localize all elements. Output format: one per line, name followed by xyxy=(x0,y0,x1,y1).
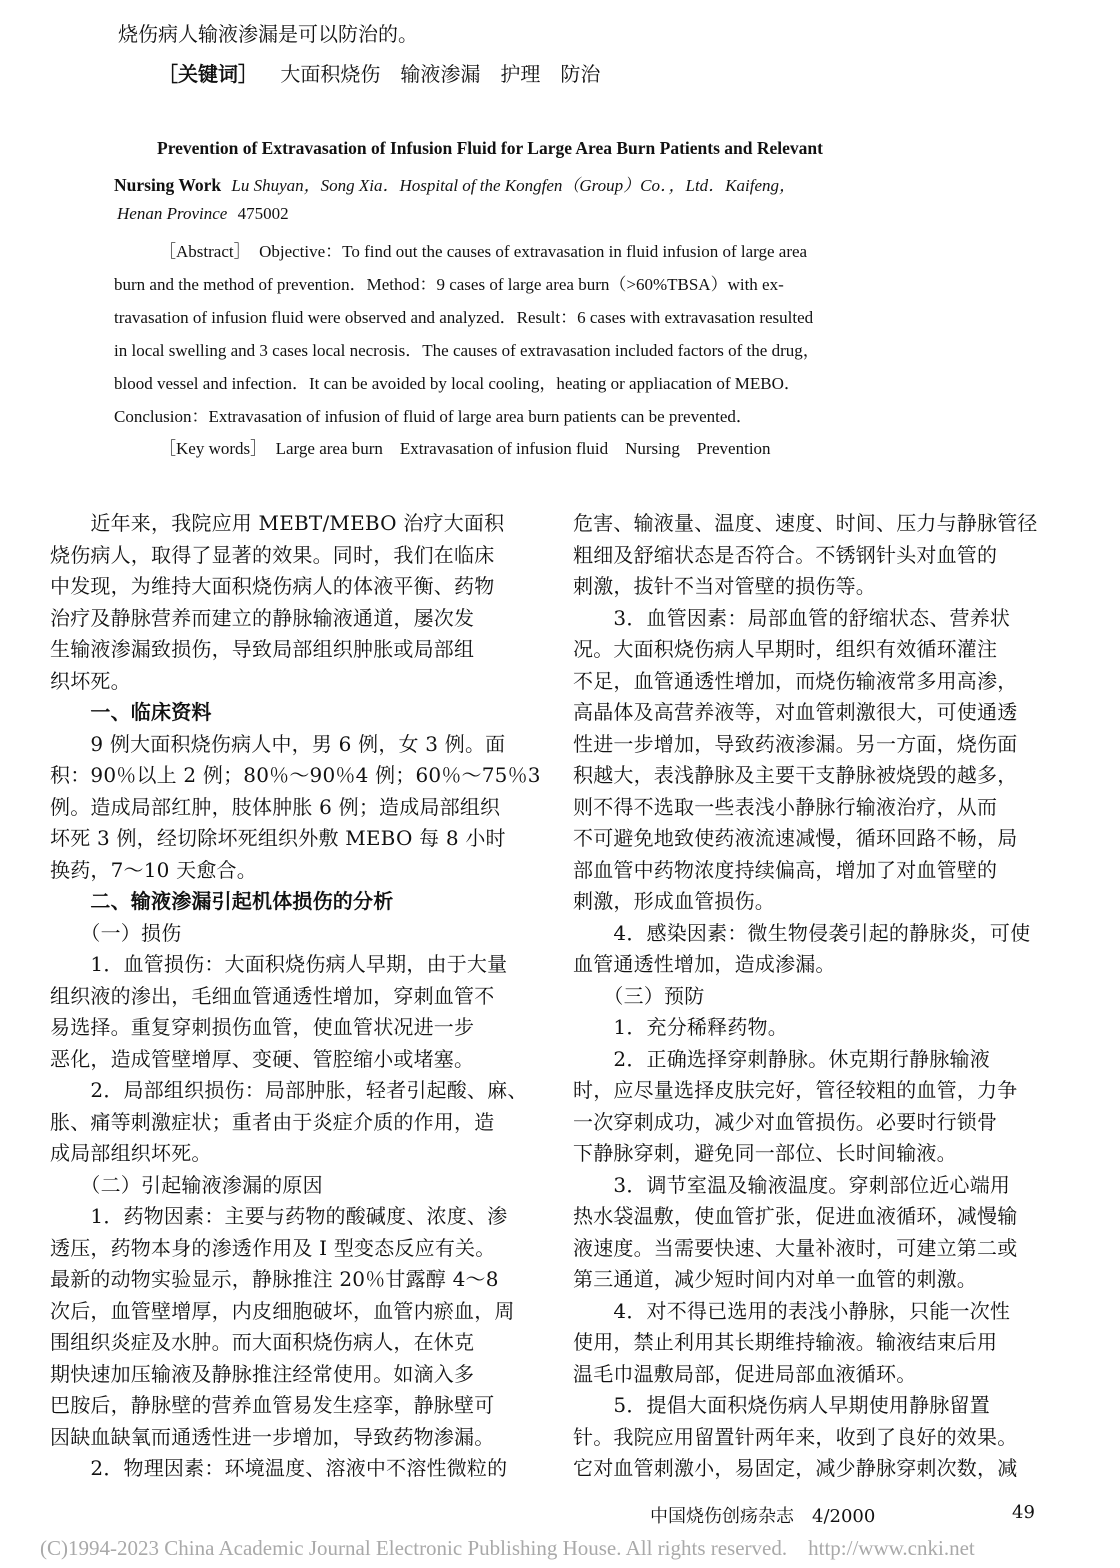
cn-keywords-row xyxy=(158,58,600,87)
body-line: 刺激，形成血管损伤。 xyxy=(573,889,775,913)
body-line: 例。造成局部红肿，肢体肿胀 6 例；造成局部组织 xyxy=(50,794,501,819)
body-line: 胀、痛等刺激症状；重者由于炎症介质的作用，造 xyxy=(50,1109,495,1134)
body-line: 使用，禁止利用其长期维持输液。输液结束后用 xyxy=(573,1330,998,1354)
abstract-line-5: blood vessel and infection．It can be avoided by local cooling，heating or appliacation of MEBO． xyxy=(114,374,801,393)
body-line: 粗细及舒缩状态是否符合。不锈钢针头对血管的 xyxy=(573,542,998,567)
body-line: 1．血管损伤：大面积烧伤病人早期，由于大量 xyxy=(50,952,508,976)
body-line: 不可避免地致使药液流速减慢，循环回路不畅，局 xyxy=(573,826,1018,850)
body-line: 2．物理因素：环境温度、溶液中不溶性微粒的 xyxy=(50,1456,508,1480)
body-line: 液速度。当需要快速、大量补液时，可建立第二或 xyxy=(573,1235,1018,1260)
body-line: 坏死 3 例，经切除坏死组织外敷 MEBO 每 8 小时 xyxy=(50,826,506,850)
cn-keywords-label: ［关键词］ xyxy=(158,62,258,86)
body-line: 它对血管刺激小，易固定，减少静脉穿刺次数，减 xyxy=(573,1456,1018,1480)
body-line: 不足，血管通透性增加，而烧伤输液常多用高渗， xyxy=(573,668,1018,693)
body-line: 况。大面积烧伤病人早期时，组织有效循环灌注 xyxy=(573,637,998,661)
body-line: 最新的动物实验显示，静脉推注 20％甘露醇 4～8 xyxy=(50,1267,499,1291)
body-line: 因缺血缺氧而通透性进一步增加，导致药物渗漏。 xyxy=(50,1424,495,1449)
abstract-line-3: travasation of infusion fluid were observed and analyzed．Result：6 cases with extravasation resulted xyxy=(114,308,814,327)
english-province: Henan Province xyxy=(117,204,228,223)
body-line: 4．对不得已选用的表浅小静脉，只能一次性 xyxy=(573,1298,1011,1323)
body-line: 部血管中药物浓度持续偏高，增加了对血管壁的 xyxy=(573,857,998,882)
body-line: 期快速加压输液及静脉推注经常使用。如滴入多 xyxy=(50,1361,475,1386)
body-line: 第三通道，减少短时间内对单一血管的刺激。 xyxy=(573,1267,977,1291)
body-line: 换药，7～10 天愈合。 xyxy=(50,857,257,882)
body-line: 积越大，表浅静脉及主要干支静脉被烧毁的越多， xyxy=(573,763,1018,787)
body-line: 积：90％以上 2 例；80％～90％4 例；60％～75％3 xyxy=(50,763,541,787)
journal-name: 中国烧伤创疡杂志 4/2000 xyxy=(650,1506,876,1527)
body-line: 热水袋温敷，使血管扩张，促进血液循环，减慢输 xyxy=(573,1204,1018,1228)
body-line: 温毛巾温敷局部，促进局部血液循环。 xyxy=(573,1361,917,1386)
abstract-line-2: burn and the method of prevention．Method：9 cases of large area burn（>60%TBSA）with ex- xyxy=(114,275,784,294)
body-line: 危害、输液量、温度、速度、时间、压力与静脉管径 xyxy=(573,511,1038,535)
body-line: 成局部组织坏死。 xyxy=(50,1141,212,1165)
body-line: 透压，药物本身的渗透作用及 Ⅰ 型变态反应有关。 xyxy=(50,1235,496,1260)
body-line: 高晶体及高营养液等，对血管刺激很大，可使通透 xyxy=(573,700,1018,724)
right-column xyxy=(573,508,1038,1485)
body-line: 血管通透性增加，造成渗漏。 xyxy=(573,952,836,976)
body-line: 生输液渗漏致损伤，导致局部组织肿胀或局部组 xyxy=(50,637,475,661)
abstract-line-4: in local swelling and 3 cases local necrosis．The causes of extravasation included factors of the drug， xyxy=(114,341,820,360)
body-line: 次后，血管壁增厚，内皮细胞破坏，血管内瘀血，周 xyxy=(50,1298,515,1323)
subsection-heading: （一）损伤 xyxy=(50,920,182,945)
body-line: 近年来，我院应用 MEBT/MEBO 治疗大面积 xyxy=(50,511,505,535)
body-line: 时，应尽量选择皮肤完好，管径较粗的血管，力争 xyxy=(573,1078,1018,1102)
body-line: 9 例大面积烧伤病人中，男 6 例，女 3 例。面 xyxy=(50,731,506,756)
body-line: 刺激，拔针不当对管壁的损伤等。 xyxy=(573,574,876,598)
body-line: 一次穿刺成功，减少对血管损伤。必要时行锁骨 xyxy=(573,1109,998,1134)
body-line: 3．调节室温及输液温度。穿刺部位近心端用 xyxy=(573,1172,1011,1197)
english-title-line2: Nursing Work xyxy=(114,175,222,195)
body-line: 巴胺后，静脉壁的营养血管易发生痉挛，静脉壁可 xyxy=(50,1393,495,1417)
body-line: 治疗及静脉营养而建立的静脉输液通道，屡次发 xyxy=(50,605,475,630)
body-line: 易选择。重复穿刺损伤血管，使血管状况进一步 xyxy=(50,1015,475,1039)
body-line: 下静脉穿刺，避免同一部位、长时间输液。 xyxy=(573,1141,957,1165)
english-authors: Lu Shuyan，Song Xia．Hospital of the Kongfen（Group）Co．，Ltd．Kaifeng， xyxy=(231,176,797,195)
body-line: 5．提倡大面积烧伤病人早期使用静脉留置 xyxy=(573,1393,990,1417)
body-line: 针。我院应用留置针两年来，收到了良好的效果。 xyxy=(573,1424,1018,1449)
english-title-authors-row xyxy=(114,171,796,196)
abstract-line-1: ［Abstract］ Objective：To find out the causes of extravasation in fluid infusion of large area xyxy=(159,242,808,261)
body-line: 2．局部组织损伤：局部肿胀，轻者引起酸、麻、 xyxy=(50,1078,528,1102)
english-title-line1: Prevention of Extravasation of Infusion Fluid for Large Area Burn Patients and Relevant xyxy=(157,138,823,158)
body-line: 中发现，为维持大面积烧伤病人的体液平衡、药物 xyxy=(50,574,495,598)
body-line: 3．血管因素：局部血管的舒缩状态、营养状 xyxy=(573,605,1011,630)
body-line: 1．充分稀释药物。 xyxy=(573,1015,788,1039)
body-line: 1．药物因素：主要与药物的酸碱度、浓度、渗 xyxy=(50,1204,508,1228)
section-heading: 一、临床资料 xyxy=(50,700,212,724)
abstract-line-6: Conclusion：Extravasation of infusion of fluid of large area burn patients can be prevented． xyxy=(114,407,753,426)
body-line: 则不得不选取一些表浅小静脉行输液治疗，从而 xyxy=(573,794,998,819)
cn-conclusion-end: 烧伤病人输液渗漏是可以防治的。 xyxy=(118,22,418,46)
page-number: 49 xyxy=(1012,1502,1035,1523)
section-heading: 二、输液渗漏引起机体损伤的分析 xyxy=(50,889,394,913)
body-line: 性进一步增加，导致药液渗漏。另一方面，烧伤面 xyxy=(573,731,1018,756)
english-postcode: 475002 xyxy=(237,204,289,223)
body-line: 4．感染因素：微生物侵袭引起的静脉炎，可使 xyxy=(573,920,1031,945)
cn-keywords: 大面积烧伤 输液渗漏 护理 防治 xyxy=(280,62,601,86)
body-line: 2．正确选择穿刺静脉。休克期行静脉输液 xyxy=(573,1046,990,1071)
body-line: 围组织炎症及水肿。而大面积烧伤病人，在休克 xyxy=(50,1330,475,1354)
body-line: 恶化，造成管壁增厚、变硬、管腔缩小或堵塞。 xyxy=(50,1046,475,1071)
subsection-heading: （二）引起输液渗漏的原因 xyxy=(50,1172,323,1197)
body-line: 组织液的渗出，毛细血管通透性增加，穿刺血管不 xyxy=(50,983,495,1008)
left-column xyxy=(50,508,541,1485)
body-line: 织坏死。 xyxy=(50,668,131,693)
copyright-watermark: (C)1994-2023 China Academic Journal Electronic Publishing House. All rights reserved. http://www.cnki.net xyxy=(40,1536,975,1560)
english-keywords: ［Key words］ Large area burn Extravasation of infusion fluid Nursing Prevention xyxy=(159,439,771,458)
english-province-row xyxy=(117,204,289,224)
subsection-heading: （三）预防 xyxy=(573,983,705,1008)
body-line: 烧伤病人，取得了显著的效果。同时，我们在临床 xyxy=(50,542,495,567)
